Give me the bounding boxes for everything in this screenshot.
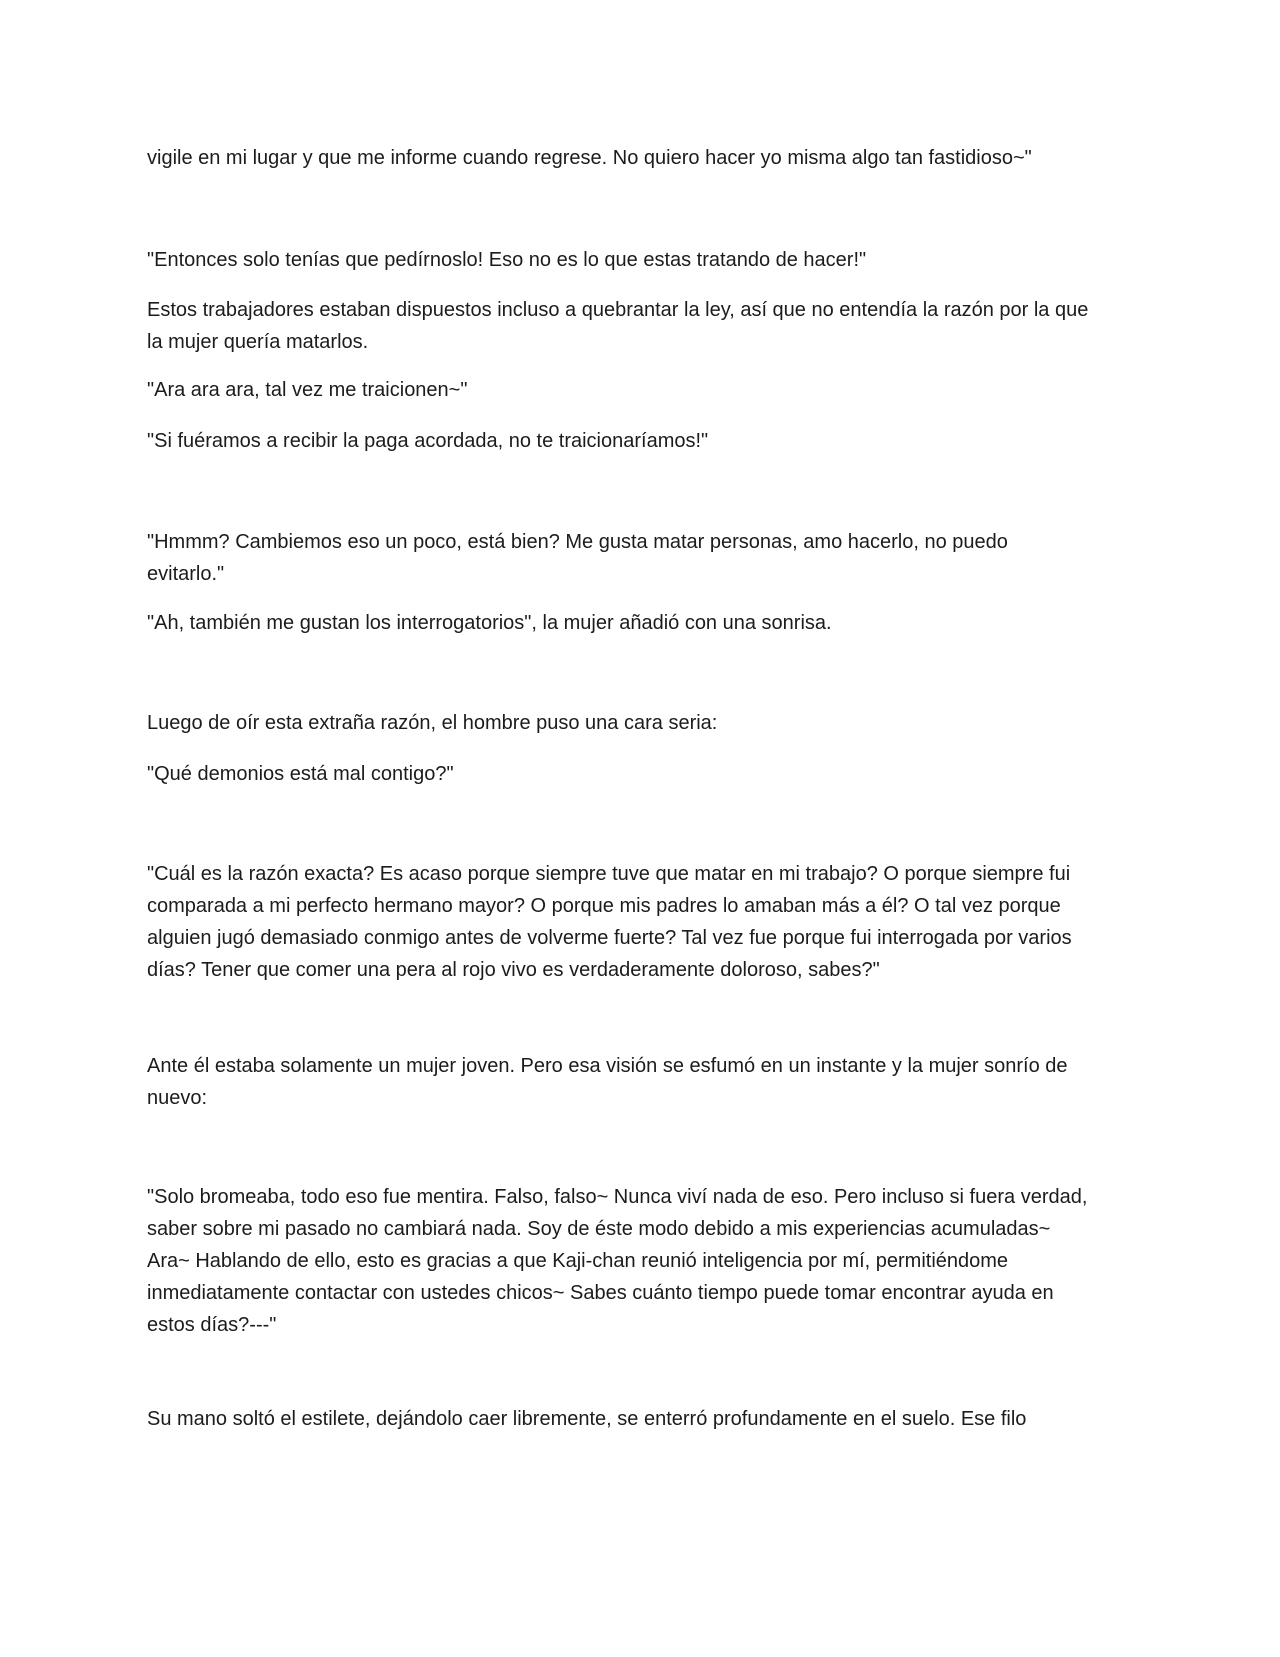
text-line: "Ah, también me gustan los interrogatorios", la mujer añadió con una sonrisa. bbox=[147, 612, 832, 634]
text-line: saber sobre mi pasado no cambiará nada. Soy de éste modo debido a mis experiencias acumuladas~ bbox=[147, 1218, 1051, 1240]
text-line: Luego de oír esta extraña razón, el hombre puso una cara seria: bbox=[147, 712, 718, 734]
text-line: estos días?---" bbox=[147, 1314, 277, 1336]
text-line: nuevo: bbox=[147, 1087, 208, 1109]
paragraph bbox=[147, 294, 1137, 358]
text-line: "Qué demonios está mal contigo?" bbox=[147, 763, 454, 785]
paragraph bbox=[147, 1050, 1137, 1114]
paragraph bbox=[147, 858, 1137, 986]
text-line: Ante él estaba solamente un mujer joven. Pero esa visión se esfumó en un instante y la mujer sonrío de bbox=[147, 1055, 1068, 1077]
text-line: alguien jugó demasiado conmigo antes de volverme fuerte? Tal vez fue porque fui interrogada por varios bbox=[147, 927, 1072, 949]
paragraph bbox=[147, 425, 1137, 457]
paragraph bbox=[147, 526, 1137, 590]
text-line: "Si fuéramos a recibir la paga acordada, no te traicionaríamos!" bbox=[147, 430, 709, 452]
paragraph bbox=[147, 758, 1137, 790]
text-line: inmediatamente contactar con ustedes chicos~ Sabes cuánto tiempo puede tomar encontrar ayuda en bbox=[147, 1282, 1054, 1304]
paragraph bbox=[147, 244, 1137, 276]
text-line: "Ara ara ara, tal vez me traicionen~" bbox=[147, 379, 468, 401]
text-line: Estos trabajadores estaban dispuestos incluso a quebrantar la ley, así que no entendía la razón por la que bbox=[147, 299, 1089, 321]
text-line: la mujer quería matarlos. bbox=[147, 331, 369, 353]
text-line: "Entonces solo tenías que pedírnoslo! Eso no es lo que estas tratando de hacer!" bbox=[147, 249, 867, 271]
paragraph bbox=[147, 607, 1137, 639]
text-line: Su mano soltó el estilete, dejándolo caer libremente, se enterró profundamente en el suelo. Ese filo bbox=[147, 1408, 1027, 1430]
paragraph bbox=[147, 707, 1137, 739]
text-line: Ara~ Hablando de ello, esto es gracias a que Kaji-chan reunió inteligencia por mí, permitiéndome bbox=[147, 1250, 1009, 1272]
paragraph bbox=[147, 1181, 1137, 1341]
paragraph bbox=[147, 1403, 1137, 1435]
text-line: vigile en mi lugar y que me informe cuando regrese. No quiero hacer yo misma algo tan fastidioso~" bbox=[147, 147, 1032, 169]
text-line: evitarlo." bbox=[147, 563, 225, 585]
text-line: comparada a mi perfecto hermano mayor? O porque mis padres lo amaban más a él? O tal vez porque bbox=[147, 895, 1061, 917]
text-line: "Cuál es la razón exacta? Es acaso porque siempre tuve que matar en mi trabajo? O porque siempre fui bbox=[147, 863, 1071, 885]
text-line: "Solo bromeaba, todo eso fue mentira. Falso, falso~ Nunca viví nada de eso. Pero incluso si fuera verdad, bbox=[147, 1186, 1088, 1208]
paragraph bbox=[147, 374, 1137, 406]
paragraph bbox=[147, 142, 1137, 174]
text-line: días? Tener que comer una pera al rojo vivo es verdaderamente doloroso, sabes?" bbox=[147, 959, 880, 981]
text-line: "Hmmm? Cambiemos eso un poco, está bien? Me gusta matar personas, amo hacerlo, no puedo bbox=[147, 531, 1008, 553]
